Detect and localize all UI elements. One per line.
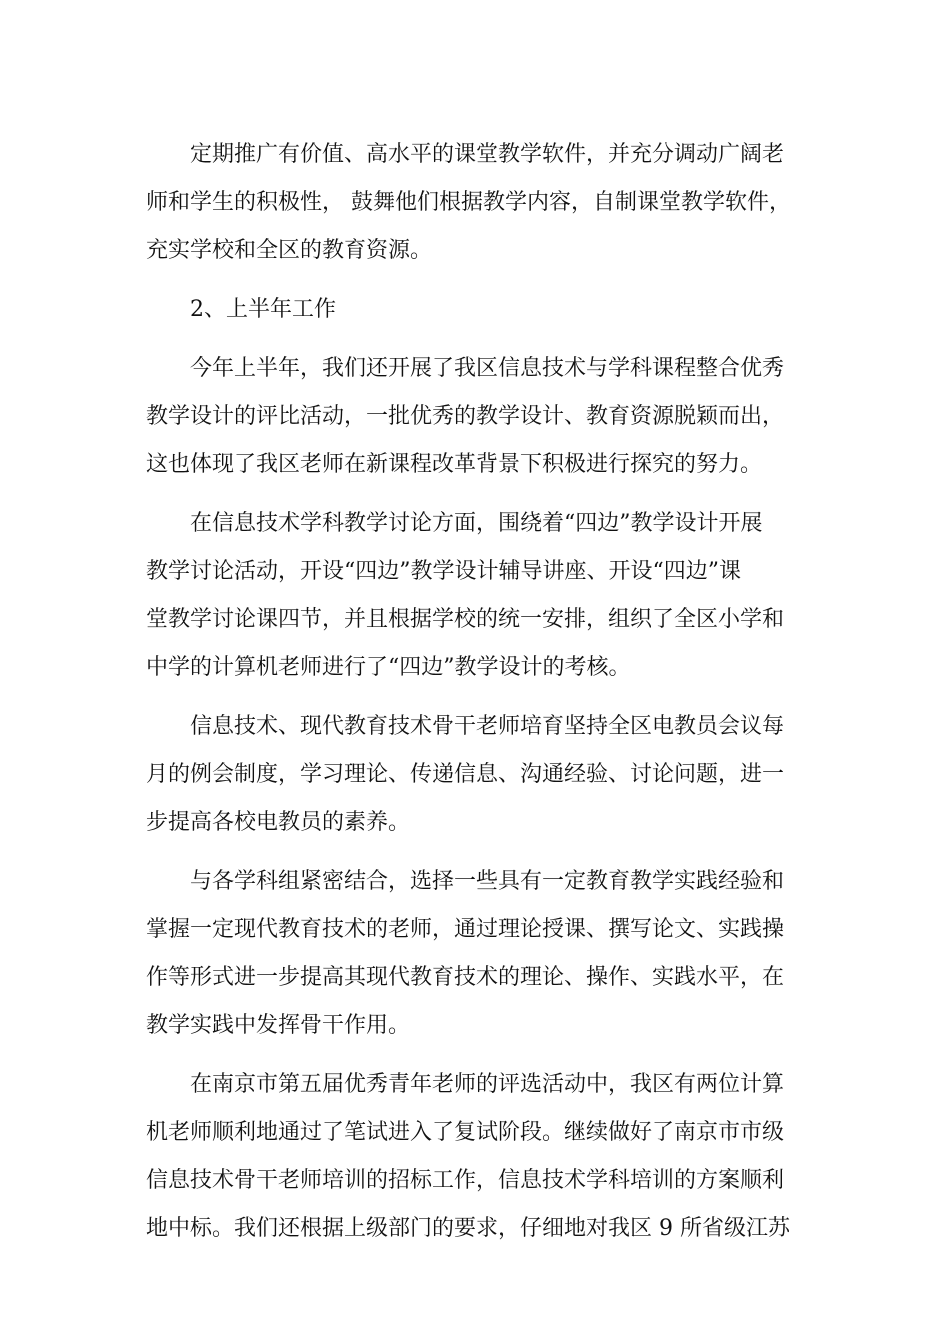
text-line: 2、上半年工作 xyxy=(190,297,336,322)
text-line: 在信息技术学科教学讨论方面，围绕着“四边”教学设计开展 xyxy=(190,511,763,536)
text-line: 今年上半年，我们还开展了我区信息技术与学科课程整合优秀 xyxy=(190,356,785,381)
paragraph-subject-groups xyxy=(146,858,810,1050)
paragraph-first-half xyxy=(146,345,810,489)
text-line: 师和学生的积极性， 鼓舞他们根据教学内容，自制课堂教学软件， xyxy=(146,190,791,215)
document-body xyxy=(146,131,810,1264)
section-heading xyxy=(146,286,810,334)
text-line: 定期推广有价值、高水平的课堂教学软件，并充分调动广阔老 xyxy=(190,142,785,167)
text-line: 作等形式进一步提高其现代教育技术的理论、操作、实践水平，在 xyxy=(146,965,785,990)
paragraph-four-sides xyxy=(146,500,810,692)
text-line: 教学设计的评比活动，一批优秀的教学设计、教育资源脱颖而出， xyxy=(146,404,785,429)
text-line: 教学讨论活动，开设“四边”教学设计辅导讲座、开设“四边”课 xyxy=(146,559,741,584)
text-line: 月的例会制度，学习理论、传递信息、沟通经验、讨论问题，进一 xyxy=(146,762,785,787)
text-line: 教学实践中发挥骨干作用。 xyxy=(146,1013,411,1038)
text-line: 在南京市第五届优秀青年老师的评选活动中，我区有两位计算 xyxy=(190,1072,785,1097)
text-line: 中学的计算机老师进行了“四边”教学设计的考核。 xyxy=(146,655,631,680)
paragraph-staff-training xyxy=(146,703,810,847)
text-line: 地中标。我们还根据上级部门的要求，仔细地对我区 9 所省级江苏 xyxy=(146,1216,790,1241)
text-line: 机老师顺利地通过了笔试进入了复试阶段。继续做好了南京市市级 xyxy=(146,1120,785,1145)
paragraph-courseware xyxy=(146,131,810,275)
text-line: 堂教学讨论课四节，并且根据学校的统一安排，组织了全区小学和 xyxy=(146,607,785,632)
text-line: 信息技术骨干老师培训的招标工作，信息技术学科培训的方案顺利 xyxy=(146,1168,785,1193)
text-line: 步提高各校电教员的素养。 xyxy=(146,810,411,835)
text-line: 充实学校和全区的教育资源。 xyxy=(146,238,433,263)
paragraph-nanjing-selection xyxy=(146,1061,810,1253)
text-line: 与各学科组紧密结合，选择一些具有一定教育教学实践经验和 xyxy=(190,869,785,894)
text-line: 信息技术、现代教育技术骨干老师培育坚持全区电教员会议每 xyxy=(190,714,785,739)
text-line: 这也体现了我区老师在新课程改革背景下积极进行探究的努力。 xyxy=(146,452,763,477)
text-line: 掌握一定现代教育技术的老师，通过理论授课、撰写论文、实践操 xyxy=(146,917,785,942)
